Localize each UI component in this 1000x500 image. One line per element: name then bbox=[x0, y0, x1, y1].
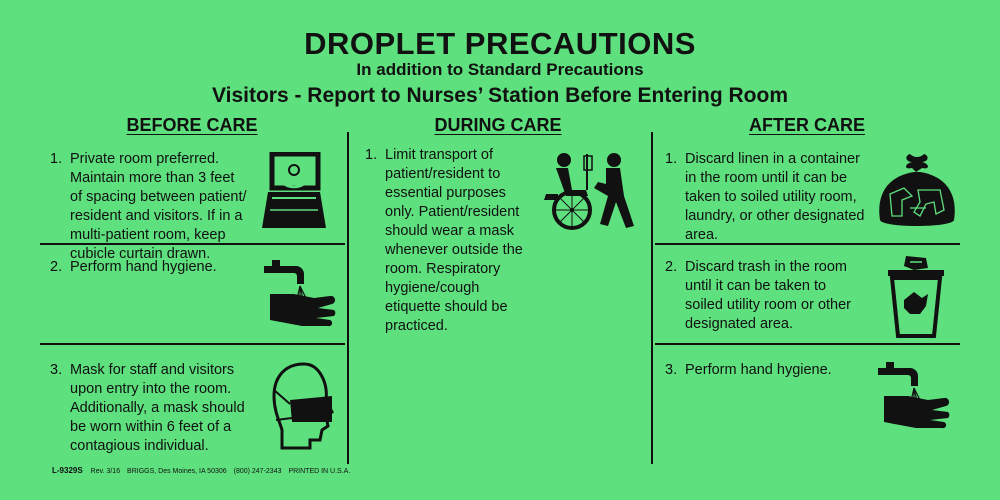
during-care-heading: DURING CARE bbox=[434, 115, 562, 135]
item-number: 1. bbox=[50, 151, 63, 167]
sign-subtitle: In addition to Standard Precautions bbox=[356, 60, 644, 79]
company-address: BRIGGS, Des Moines, IA 50306 bbox=[127, 468, 227, 475]
after-care-item-3 bbox=[665, 361, 865, 380]
hand-washing-icon bbox=[262, 258, 340, 330]
before-care-heading: BEFORE CARE bbox=[126, 115, 258, 135]
divider-before-2 bbox=[40, 343, 345, 345]
before-care-item-1 bbox=[50, 150, 250, 264]
trash-bin-icon bbox=[884, 252, 948, 338]
after-care-item-2 bbox=[665, 258, 865, 334]
sign-title: DROPLET PRECAUTIONS bbox=[304, 26, 696, 61]
after-care-item-1 bbox=[665, 150, 865, 245]
hand-washing-icon bbox=[876, 360, 954, 432]
linen-bag-icon bbox=[874, 150, 960, 230]
item-text: Perform hand hygiene. bbox=[70, 259, 217, 275]
item-text: Private room preferred. Maintain more than 3 feet of spacing between patient/ resident and visitors. If in a multi-patient room, keep cubicle curtain drawn. bbox=[70, 151, 247, 262]
product-code: L-9329S bbox=[52, 466, 83, 475]
column-divider-right bbox=[651, 132, 653, 464]
visitors-instruction: Visitors - Report to Nurses’ Station Before Entering Room bbox=[211, 84, 789, 107]
item-text: Mask for staff and visitors upon entry into the room. Additionally, a mask should be worn within 6 feet of a contagious individual. bbox=[70, 362, 245, 454]
item-number: 2. bbox=[665, 259, 678, 275]
item-number: 3. bbox=[665, 362, 678, 378]
revision: Rev. 3/16 bbox=[90, 468, 121, 475]
hospital-bed-icon bbox=[258, 152, 330, 232]
item-number: 1. bbox=[365, 147, 378, 163]
column-divider-left bbox=[347, 132, 349, 464]
before-care-item-2 bbox=[50, 258, 250, 277]
item-number: 1. bbox=[665, 151, 678, 167]
divider-after-2 bbox=[655, 343, 960, 345]
during-care-item-1 bbox=[365, 146, 535, 336]
item-text: Discard linen in a container in the room until it can be taken to soiled utility room, laundry, or other designated area. bbox=[685, 151, 865, 243]
wheelchair-transport-icon bbox=[542, 150, 638, 232]
item-number: 2. bbox=[50, 259, 63, 275]
before-care-item-3 bbox=[50, 361, 250, 456]
printed-in: PRINTED IN U.S.A. bbox=[288, 468, 351, 475]
item-number: 3. bbox=[50, 362, 63, 378]
face-mask-icon bbox=[270, 360, 336, 450]
item-text: Limit transport of patient/resident to essential purposes only. Patient/resident should wear a mask whenever outside the room. Respiratory hygiene/cough etiquette should be practiced. bbox=[385, 147, 523, 334]
company-phone: (800) 247-2343 bbox=[233, 468, 282, 475]
print-footer bbox=[52, 466, 355, 475]
item-text: Discard trash in the room until it can be taken to soiled utility room or other designated area. bbox=[685, 259, 852, 332]
item-text: Perform hand hygiene. bbox=[685, 362, 832, 378]
after-care-heading: AFTER CARE bbox=[749, 115, 865, 135]
